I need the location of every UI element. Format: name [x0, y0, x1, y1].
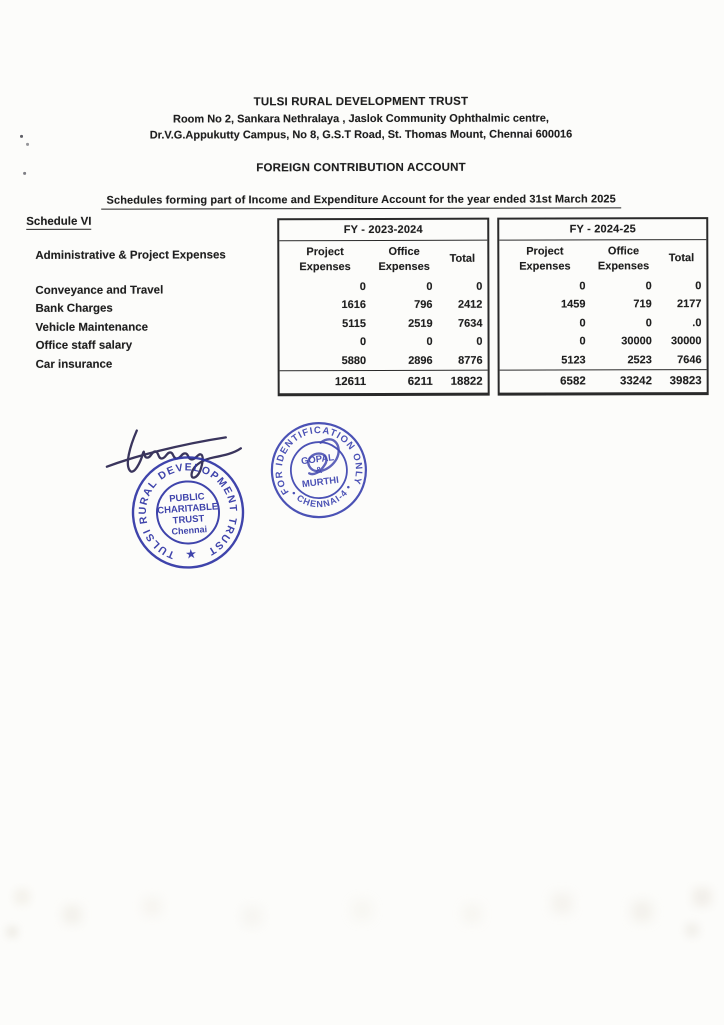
stamp-star-icon: ★	[184, 545, 198, 562]
scan-speck	[23, 172, 26, 175]
fy-2023-2024-table	[277, 218, 489, 397]
table-row	[499, 277, 706, 296]
table-cell: 5880	[341, 354, 367, 367]
org-name: TULSI RURAL DEVELOPMENT TRUST	[253, 95, 469, 109]
expense-row-label: Bank Charges	[35, 303, 113, 316]
schedule-label: Schedule VI	[26, 215, 92, 228]
stamp-ring-bottom-text: • CHENNAI-4 •	[289, 482, 354, 510]
total-cell: 18822	[450, 375, 483, 388]
scan-speck	[20, 135, 23, 138]
table-cell: 2523	[627, 353, 652, 366]
total-cell: 39823	[669, 375, 702, 388]
table-cell: 0	[579, 335, 586, 348]
column-headers	[499, 240, 706, 278]
table-cell: 1459	[561, 298, 586, 311]
column-header: Total	[449, 253, 476, 266]
total-cell: 6211	[407, 375, 433, 388]
table-cell: 0	[645, 280, 652, 293]
stamp-center-line-3: MURTHI	[301, 474, 340, 491]
table-cell: 5123	[561, 354, 586, 367]
table-cell: 8776	[458, 354, 483, 367]
fy-title: FY - 2023-2024	[279, 220, 487, 242]
stamp-center-line-4: Chennai	[171, 524, 208, 537]
schedule-heading: Schedules forming part of Income and Expenditure Account for the year ended 31st March 2025	[102, 193, 621, 209]
expense-row-label: Vehicle Maintenance	[35, 321, 149, 334]
table-row	[280, 351, 488, 370]
table-cell: 1616	[341, 299, 366, 312]
table-cell: 2519	[408, 317, 433, 330]
column-header: Office Expenses	[597, 245, 650, 272]
table-row	[279, 314, 487, 333]
table-cell: 0	[695, 280, 702, 293]
stamp-center-line-2: CHARITABLE	[156, 501, 219, 517]
stamp-center-line-3: TRUST	[172, 513, 205, 527]
total-cell: 33242	[619, 375, 652, 388]
table-row	[279, 296, 487, 315]
totals-row	[280, 370, 488, 394]
expense-row-labels	[35, 282, 163, 374]
org-address-line1: Room No 2, Sankara Nethralaya , Jaslok Community Ophthalmic centre,	[172, 112, 549, 126]
table-cell: 0	[359, 281, 366, 294]
table-cell: 796	[414, 299, 433, 312]
table-cell: 0	[645, 317, 652, 330]
table-cell: 5115	[342, 317, 367, 330]
table-row	[499, 296, 706, 315]
expense-row-label: Office staff salary	[35, 339, 133, 353]
org-address-line2: Dr.V.G.Appukutty Campus, No 8, G.S.T Road, St. Thomas Mount, Chennai 600016	[149, 128, 573, 142]
table-cell: 0	[476, 335, 483, 348]
table-row	[500, 351, 707, 370]
expense-row-label: Car insurance	[35, 358, 113, 371]
column-header: Project Expenses	[299, 246, 351, 273]
table-row	[500, 332, 707, 351]
fy-2024-25-table	[497, 217, 708, 396]
table-cell: 0	[426, 336, 433, 349]
column-header: Project Expenses	[519, 245, 571, 273]
table-body	[499, 277, 706, 369]
section-label: Administrative & Project Expenses	[35, 249, 226, 262]
totals-row	[500, 369, 707, 393]
scan-speck	[26, 143, 29, 146]
schedule-heading-row	[0, 189, 723, 210]
stamp-center-line-2: &	[315, 464, 323, 476]
table-cell: 0	[579, 317, 586, 330]
table-cell: 30000	[670, 335, 702, 348]
expense-row-label: Conveyance and Travel	[35, 284, 164, 297]
account-title: FOREIGN CONTRIBUTION ACCOUNT	[256, 161, 466, 175]
fy-title: FY - 2024-25	[499, 219, 706, 241]
column-headers	[279, 241, 487, 279]
stamp-center-line-1: PUBLIC	[168, 491, 205, 505]
column-header: Office Expenses	[378, 246, 430, 273]
table-cell: 30000	[621, 335, 652, 348]
stamp-ring-text: TULSI RURAL DEVELOPMENT TRUST	[136, 461, 240, 561]
table-cell: 719	[633, 298, 652, 311]
trust-round-stamp	[124, 448, 252, 576]
total-cell: 12611	[334, 375, 367, 389]
table-cell: 2896	[408, 354, 433, 367]
total-cell: 6582	[560, 375, 586, 388]
identification-round-stamp	[260, 411, 378, 529]
table-cell: 2412	[457, 299, 483, 312]
table-cell: 0	[579, 280, 586, 293]
table-cell: 7634	[457, 317, 483, 330]
table-row	[280, 333, 488, 352]
table-cell: 0	[426, 280, 433, 293]
table-row	[499, 314, 706, 333]
table-cell: 0	[359, 336, 367, 349]
table-row	[279, 278, 487, 297]
table-body	[279, 278, 487, 370]
table-cell: 7646	[677, 353, 702, 366]
column-header: Total	[668, 252, 695, 265]
table-cell: 2177	[676, 298, 702, 311]
stamp-ring-top-text: FOR IDENTIFICATION ONLY	[273, 425, 365, 497]
scan-noise	[1, 886, 3, 888]
stamp-center-line-1: GOPAL	[300, 452, 335, 468]
table-cell: 0	[476, 280, 483, 293]
table-cell: .0	[692, 316, 702, 329]
